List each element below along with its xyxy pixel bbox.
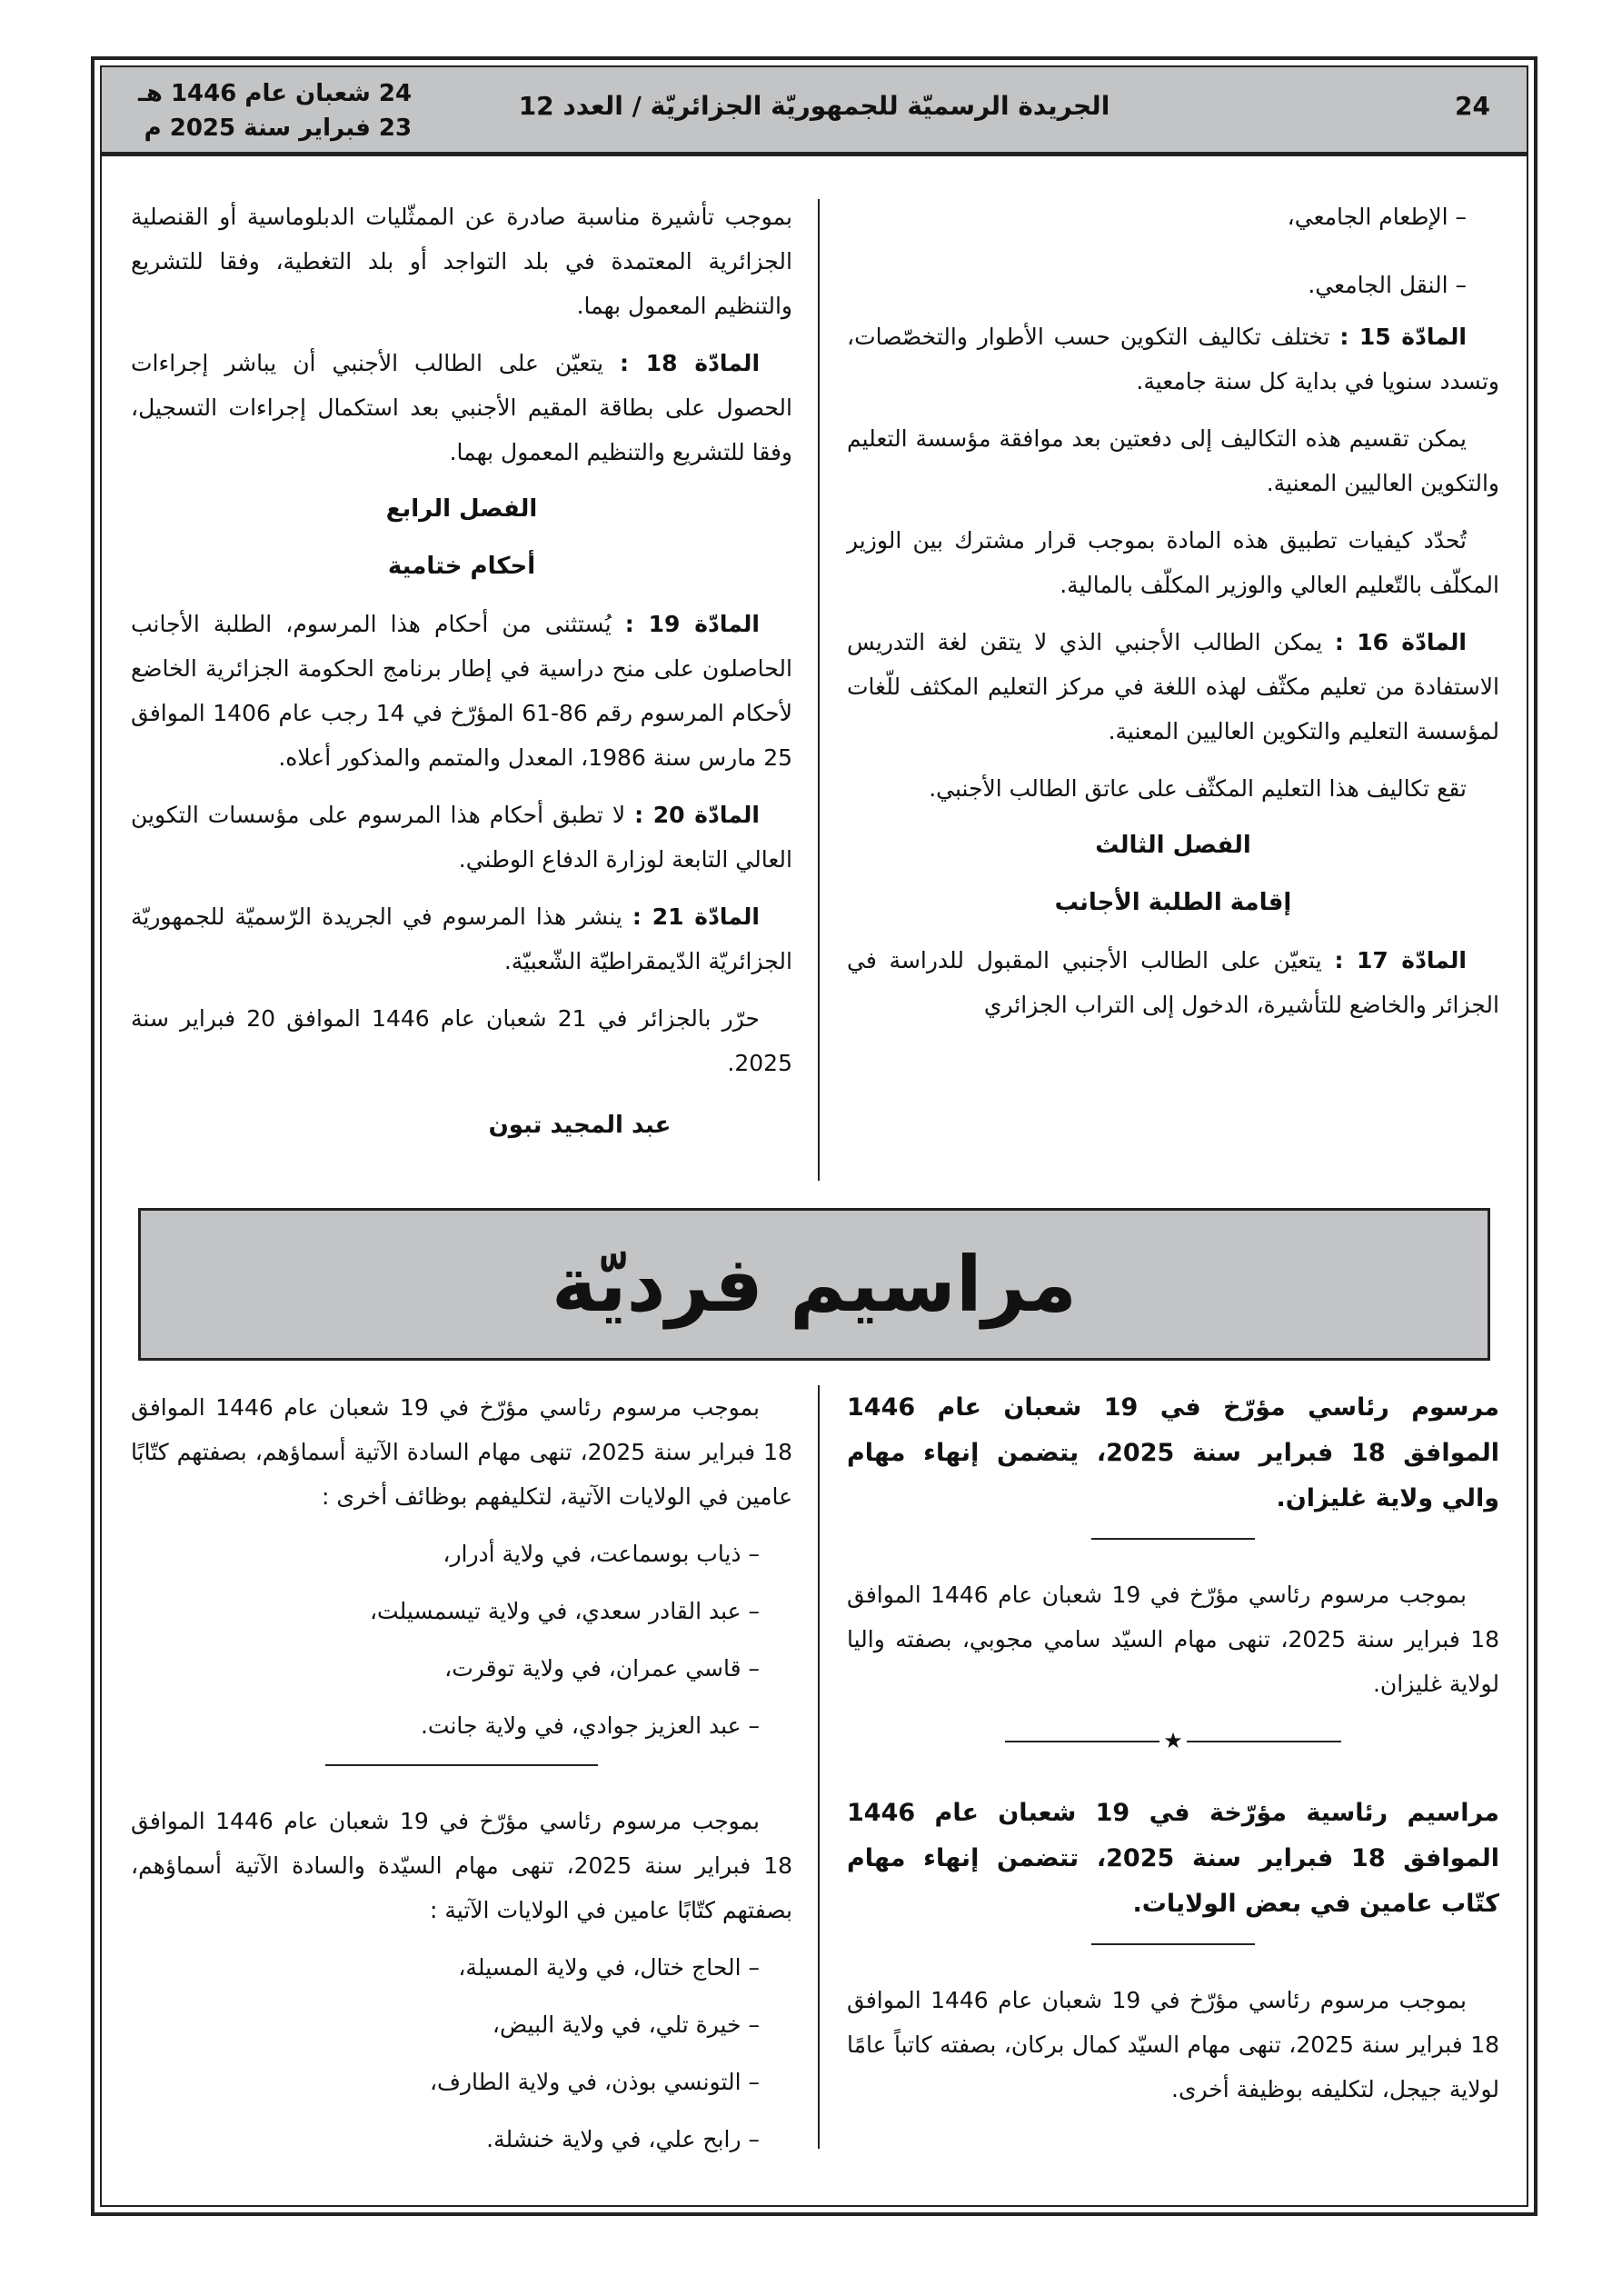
article-text: تختلف تكاليف التكوين حسب الأطوار والتخصّصات، وتسدد سنويا في بداية كل سنة جامعية. (847, 324, 1499, 394)
star-icon: ★ (1163, 1728, 1183, 1753)
list-item: – النقل الجامعي. (1308, 272, 1467, 298)
paragraph: تُحدّد كيفيات تطبيق هذه المادة بموجب قرار مشترك بين الوزير المكلّف بالتّعليم العالي والوزير المكلّف بالمالية. (847, 527, 1499, 598)
list-item: – الإطعام الجامعي، (1287, 204, 1467, 230)
list-item: – ذياب بوسماعت، في ولاية أدرار، (443, 1541, 760, 1567)
list-item: – عبد العزيز جوادي، في ولاية جانت. (420, 1712, 760, 1739)
banner-title: مراسيم فرديّة (552, 1240, 1077, 1329)
bottom-left-column (131, 1385, 792, 2174)
list-item: – الحاج ختال، في ولاية المسيلة، (458, 1954, 760, 1981)
article-19 (131, 602, 792, 780)
article-text: يتعيّن على الطالب الأجنبي المقبول للدراسة في الجزائر والخاضع للتأشيرة، الدخول إلى التراب الجزائري (847, 947, 1499, 1018)
chapter-title: أحكام ختامية (387, 553, 536, 580)
date-gregorian: 23 فبراير سنة 2025 م (144, 115, 413, 142)
page-header (102, 67, 1527, 156)
article-text: يُستثنى من أحكام هذا المرسوم، الطلبة الأجانب الحاصلون على منح دراسية في إطار برنامج الحكومة الجزائرية الخاضع لأحكام المرسوم رقم 86-61 المؤرّخ في 14 رجب عام 1406 الموافق 25 مارس سنة 1986، المعدل والمتمم والمذكور أعلاه. (131, 611, 792, 771)
page-number: 24 (1455, 91, 1490, 121)
separator (1091, 1538, 1255, 1540)
article-20 (131, 793, 792, 882)
article-label: المادّة 17 : (1334, 947, 1467, 973)
paragraph: تقع تكاليف هذا التعليم المكثّف على عاتق الطالب الأجنبي. (929, 775, 1467, 802)
article-text: ينشر هذا المرسوم في الجريدة الرّسميّة للجمهوريّة الجزائريّة الدّيمقراطيّة الشّعبيّة. (131, 903, 792, 974)
chapter-title: إقامة الطلبة الأجانب (1054, 889, 1292, 916)
paragraph: حرّر بالجزائر في 21 شعبان عام 1446 الموافق 20 فبراير سنة 2025. (131, 1005, 792, 1076)
article-21 (131, 894, 792, 983)
article-label: المادّة 19 : (624, 611, 760, 637)
article-label: المادّة 20 : (634, 802, 760, 828)
paragraph: بموجب مرسوم رئاسي مؤرّخ في 19 شعبان عام 1446 الموافق 18 فبراير سنة 2025، تنهى مهام السيّدة والسادة الآتية أسماؤهم، بصفتهم كتّابًا عامين في الولايات الآتية : (131, 1808, 792, 1923)
paragraph: بموجب مرسوم رئاسي مؤرّخ في 19 شعبان عام 1446 الموافق 18 فبراير سنة 2025، تنهى مهام السادة الآتية أسماؤهم، بصفتهم كتّابًا عامين في الولايات الآتية، لتكليفهم بوظائف أخرى : (131, 1394, 792, 1510)
article-18 (131, 341, 792, 474)
article-label: المادّة 15 : (1339, 324, 1467, 350)
signature: عبد المجيد تبون (488, 1112, 672, 1139)
list-item: – قاسي عمران، في ولاية توقرت، (444, 1655, 760, 1682)
column-divider (818, 1385, 820, 2149)
decree-title: مراسيم رئاسية مؤرّخة في 19 شعبان عام 1446 الموافق 18 فبراير سنة 2025، تتضمن إنهاء مهام كتّاب عامين في بعض الولايات. (847, 1799, 1499, 1918)
decree-title: مرسوم رئاسي مؤرّخ في 19 شعبان عام 1446 الموافق 18 فبراير سنة 2025، يتضمن إنهاء مهام والي ولاية غليزان. (847, 1393, 1499, 1512)
list-item: – التونسي بوذن، في ولاية الطارف، (429, 2069, 760, 2095)
list-item: – رابح علي، في ولاية خنشلة. (486, 2126, 760, 2152)
article-text: يتعيّن على الطالب الأجنبي أن يباشر إجراءات الحصول على بطاقة المقيم الأجنبي بعد استكمال إجراءات التسجيل، وفقا للتشريع والتنظيم المعمول بهما. (131, 350, 792, 465)
section-banner (138, 1208, 1490, 1361)
article-16 (847, 620, 1499, 754)
paragraph: بموجب تأشيرة مناسبة صادرة عن الممثّليات الدبلوماسية أو القنصلية الجزائرية المعتمدة في بلد التواجد أو بلد التغطية، وفقا للتشريع والتنظيم المعمول بهما. (131, 204, 792, 319)
star-separator (847, 1719, 1499, 1763)
paragraph: يمكن تقسيم هذه التكاليف إلى دفعتين بعد موافقة مؤسسة التعليم والتكوين العاليين المعنية. (847, 425, 1499, 496)
journal-title: الجريدة الرسميّة للجمهوريّة الجزائريّة / العدد 12 (518, 91, 1110, 121)
paragraph: بموجب مرسوم رئاسي مؤرّخ في 19 شعبان عام 1446 الموافق 18 فبراير سنة 2025، تنهى مهام السيّد سامي مجوبي، بصفته واليا لولاية غليزان. (847, 1582, 1499, 1697)
article-text: لا تطبق أحكام هذا المرسوم على مؤسسات التكوين العالي التابعة لوزارة الدفاع الوطني. (131, 802, 792, 873)
bottom-right-column (847, 1385, 1499, 2124)
issue-date (138, 76, 412, 145)
paragraph: بموجب مرسوم رئاسي مؤرّخ في 19 شعبان عام 1446 الموافق 18 فبراير سنة 2025، تنهى مهام السيّد كمال بركان، بصفته كاتباً عامًا لولاية جيجل، لتكليفه بوظيفة أخرى. (847, 1987, 1499, 2102)
article-label: المادّة 18 : (620, 350, 761, 376)
article-text: يمكن الطالب الأجنبي الذي لا يتقن لغة التدريس الاستفادة من تعليم مكثّف لهذه اللغة في مركز التعليم المكثف للّغات لمؤسسة التعليم والتكوين العاليين المعنية. (847, 629, 1499, 744)
chapter-heading: الفصل الرابع (385, 495, 538, 523)
article-label: المادّة 16 : (1334, 629, 1468, 655)
top-left-column (131, 195, 792, 1148)
chapter-heading: الفصل الثالث (1095, 832, 1251, 859)
column-divider (818, 199, 820, 1181)
date-hijri: 24 شعبان عام 1446 هـ (138, 80, 413, 107)
article-17 (847, 938, 1499, 1027)
list-item: – عبد القادر سعدي، في ولاية تيسمسيلت، (369, 1598, 760, 1624)
article-label: المادّة 21 : (632, 903, 760, 930)
list-item: – خيرة تلي، في ولاية البيض، (492, 2011, 760, 2038)
separator (325, 1764, 598, 1766)
page-frame (91, 56, 1537, 2216)
top-right-column (847, 195, 1499, 1040)
page-inner-frame (100, 65, 1528, 2207)
article-15 (847, 314, 1499, 404)
separator (1091, 1943, 1255, 1945)
